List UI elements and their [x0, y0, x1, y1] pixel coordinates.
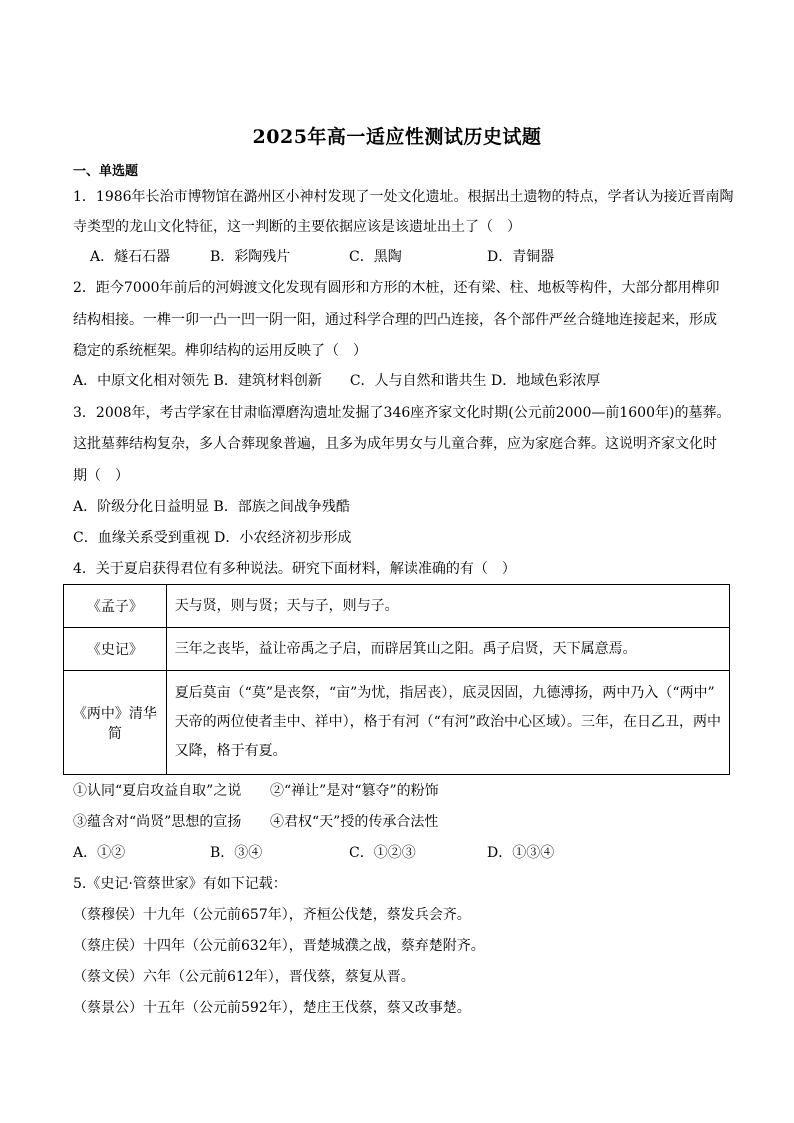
q5-stem: 5.《史记·管蔡世家》有如下记载： [73, 876, 287, 892]
text-cell: 三年之丧毕，益让帝禹之子启，而辟居箕山之阳。禹子启贤，天下属意焉。 [166, 628, 729, 671]
table-row [64, 585, 730, 628]
text-line: 又降，格于有夏。 [174, 743, 287, 759]
q2-line-3: 稳定的系统框架。榫卯结构的运用反映了（ ） [73, 343, 367, 359]
q4-stem: 4．关于夏启获得君位有多种说法。研究下面材料，解读准确的有（ ） [73, 561, 516, 577]
q3-options-2: C．血缘关系受到重视 D．小农经济初步形成 [73, 530, 352, 546]
q1-option-b: B．彩陶残片 [210, 249, 291, 265]
q3-line-1: 3．2008年，考古学家在甘肃临潭磨沟遗址发掘了346座齐家文化时期(公元前2000—前1600年)的墓葬。 [73, 405, 731, 421]
q3-line-3: 期（ ） [73, 468, 129, 484]
text-cell: 天与贤，则与贤；天与子，则与子。 [166, 585, 729, 628]
q2-line-1: 2．距今7000年前后的河姆渡文化发现有圆形和方形的木桩，还有梁、柱、地板等构件，大部分都用榫卯 [73, 280, 720, 296]
q4-statement-3: ③蕴含对“尚贤”思想的宣扬 [73, 814, 242, 830]
page-title: 2025年高一适应性测试历史试题 [252, 126, 542, 148]
q4-option-a: A．①② [73, 845, 126, 861]
table-row [64, 628, 730, 671]
q1-option-a: A．燧石石器 [90, 249, 171, 265]
table-row [64, 671, 730, 775]
q4-statement-1: ①认同“夏启攻益自取”之说 [73, 783, 242, 799]
q1-line-2: 寺类型的龙山文化特征，这一判断的主要依据应该是该遗址出土了（ ） [73, 219, 521, 235]
q2-line-2: 结构相接。一榫一卯一凸一凹一阴一阳，通过科学合理的凹凸连接，各个部件严丝合缝地连接起来，形成 [73, 312, 717, 328]
q4-material-table [63, 584, 730, 775]
q5-record-3: （蔡文侯）六年（公元前612年），晋伐蔡，蔡复从晋。 [73, 969, 415, 985]
source-cell: 《孟子》 [64, 585, 167, 628]
q1-option-c: C．黑陶 [349, 249, 402, 265]
q1-line-1: 1．1986年长治市博物馆在潞州区小神村发现了一处文化遗址。根据出土遗物的特点，学者认为接近晋南陶 [73, 189, 734, 205]
text-line: 天帝的两位使者圭中、祥中），格于有河（“有河”政治中心区域）。三年，在日乙丑，两中 [174, 714, 721, 730]
q4-option-c: C．①②③ [349, 845, 416, 861]
text-cell [166, 671, 729, 775]
text-line: 夏后莫亩（“莫”是丧祭，“亩”为忧，指居丧），底灵因固，九德溥扬，两中乃入（“两中” [174, 685, 715, 701]
q4-statement-4: ④君权“天”授的传承合法性 [270, 814, 439, 830]
q2-options: A．中原文化相对领先 B．建筑材料创新 C．人与自然和谐共生 D．地域色彩浓厚 [73, 373, 601, 389]
q4-statement-2: ②“禅让”是对“篡夺”的粉饰 [270, 783, 439, 799]
q1-option-d: D．青铜器 [487, 249, 555, 265]
section-heading: 一、单选题 [73, 164, 139, 179]
source-cell: 《两中》清华简 [64, 671, 167, 775]
q5-record-1: （蔡穆侯）十九年（公元前657年），齐桓公伐楚，蔡发兵会齐。 [73, 907, 471, 923]
q4-option-d: D．①③④ [487, 845, 555, 861]
q3-line-2: 这批墓葬结构复杂，多人合葬现象普遍，且多为成年男女与儿童合葬，应为家庭合葬。这说明齐家文化时 [73, 436, 717, 452]
q5-record-2: （蔡庄侯）十四年（公元前632年），晋楚城濮之战，蔡弃楚附齐。 [73, 938, 485, 954]
q5-record-4: （蔡景公）十五年（公元前592年），楚庄王伐蔡，蔡又改事楚。 [73, 1000, 471, 1016]
q3-options-1: A．阶级分化日益明显 B．部族之间战争残酷 [73, 499, 350, 515]
source-cell: 《史记》 [64, 628, 167, 671]
q4-option-b: B．③④ [210, 845, 263, 861]
